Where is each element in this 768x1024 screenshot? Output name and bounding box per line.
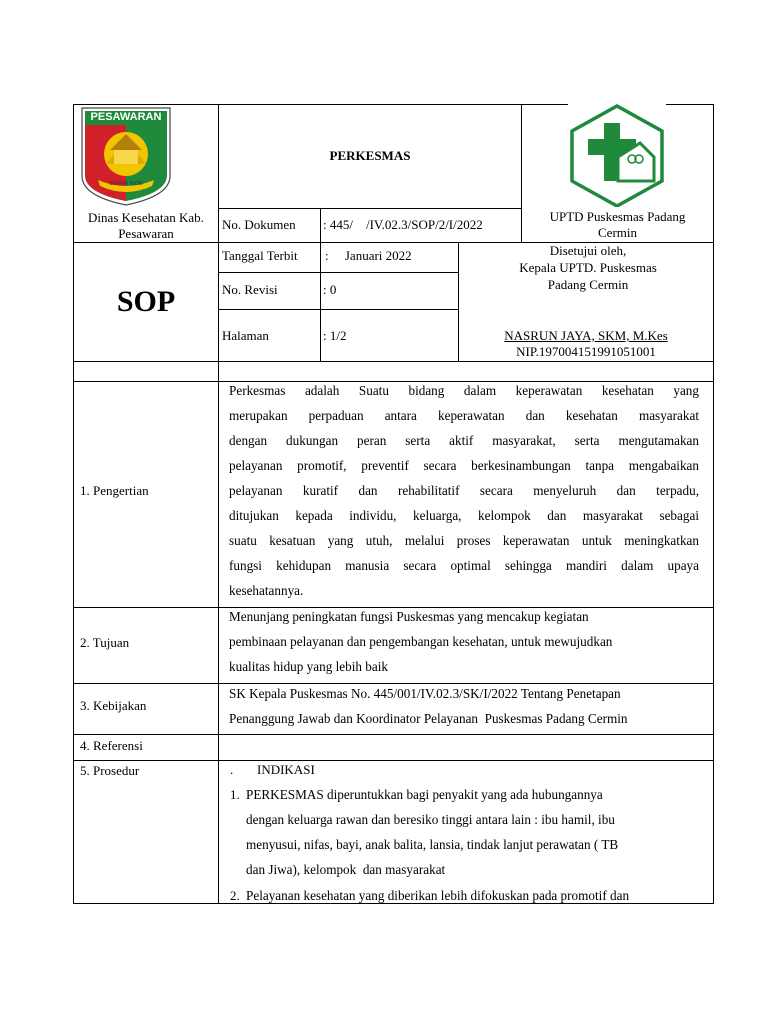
prosedur-heading: INDIKASI xyxy=(257,762,315,777)
prosedur-item2-text: Pelayanan kesehatan yang diberikan lebih difokuskan pada promotif dan xyxy=(246,888,630,903)
tujuan-line: pembinaan pelayanan dan pengembangan kesehatan, untuk mewujudkan xyxy=(229,634,613,649)
pengertian-line: Perkesmas adalah Suatu bidang dalam keperawatan kesehatan yang xyxy=(229,383,699,398)
prosedur-item1-line: PERKESMAS diperuntukkan bagi penyakit yang ada hubungannya xyxy=(246,787,603,802)
halaman-label: Halaman xyxy=(222,328,269,343)
tujuan-label: 2. Tujuan xyxy=(80,635,130,650)
tujuan-line: kualitas hidup yang lebih baik xyxy=(229,659,388,674)
prosedur-item1-line: dan Jiwa), kelompok dan masyarakat xyxy=(246,862,446,877)
prosedur-label: 5. Prosedur xyxy=(80,763,140,778)
halaman-value: : 1/2 xyxy=(323,328,347,343)
office-name-line2: Pesawaran xyxy=(118,226,174,241)
puskesmas-name-line2: Cermin xyxy=(598,225,637,240)
puskesmas-name-line1: UPTD Puskesmas Padang xyxy=(549,209,686,224)
pengertian-line: ditujukan kepada individu, keluarga, kelompok dan masyarakat sebagai xyxy=(229,508,699,523)
puskesmas-hexagon-icon xyxy=(568,103,666,207)
prosedur-item1-number: 1. xyxy=(230,787,240,802)
approval-line3: Padang Cermin xyxy=(547,277,629,292)
puskesmas-logo xyxy=(568,103,666,207)
approval-line2: Kepala UPTD. Puskesmas xyxy=(519,260,657,275)
pengertian-label: 1. Pengertian xyxy=(80,483,149,498)
kebijakan-label: 3. Kebijakan xyxy=(80,698,147,713)
prosedur-item1-text xyxy=(246,782,710,882)
sop-label: SOP xyxy=(116,285,176,318)
no-dokumen-value: : 445/ /IV.02.3/SOP/2/I/2022 xyxy=(323,217,483,232)
office-name-line1: Dinas Kesehatan Kab. xyxy=(88,210,204,225)
pengertian-line: pelayanan promotif, preventif secara berkesinambungan tanpa mengabaikan xyxy=(229,458,699,473)
prosedur-heading-bullet: . xyxy=(230,762,234,777)
pengertian-line: suatu kesatuan yang utuh, melalui proses keperawatan untuk meningkatkan xyxy=(229,533,699,548)
approval-line1: Disetujui oleh, xyxy=(549,243,627,258)
prosedur-item1-line: dengan keluarga rawan dan beresiko tinggi antara lain : ibu hamil, ibu xyxy=(246,812,615,827)
no-revisi-value: : 0 xyxy=(323,282,337,297)
referensi-label: 4. Referensi xyxy=(80,738,143,753)
pengertian-line: merupakan perpaduan antara keperawatan dan kesehatan masyarakat xyxy=(229,408,699,423)
pesawaran-logo xyxy=(80,106,172,206)
tanggal-terbit-label: Tanggal Terbit xyxy=(222,248,298,263)
tujuan-line: Menunjang peningkatan fungsi Puskesmas yang mencakup kegiatan xyxy=(229,609,589,624)
logo-text: PESAWARAN xyxy=(90,111,162,123)
no-revisi-label: No. Revisi xyxy=(222,282,278,297)
no-dokumen-label: No. Dokumen xyxy=(222,217,296,232)
pengertian-line: fungsi kehidupan manusia secara optimal sehingga mandiri dalam upaya xyxy=(229,558,699,573)
tujuan-text xyxy=(229,604,709,679)
prosedur-item1-line: menyusui, nifas, bayi, anak balita, lansia, tindak lanjut perawatan ( TB xyxy=(246,837,619,852)
prosedur-item2-number: 2. xyxy=(230,888,240,903)
kebijakan-text xyxy=(229,681,709,731)
tanggal-terbit-value: : Januari 2022 xyxy=(325,248,412,263)
doc-title: PERKESMAS xyxy=(329,148,411,163)
logo-ribbon-text: SUNGAI INOM xyxy=(109,181,143,187)
kebijakan-line: SK Kepala Puskesmas No. 445/001/IV.02.3/SK/I/2022 Tentang Penetapan xyxy=(229,686,621,701)
pengertian-line: kesehatannya. xyxy=(229,583,304,598)
signer-name: NASRUN JAYA, SKM, M.Kes xyxy=(504,328,668,343)
pengertian-text xyxy=(229,378,699,603)
signer-nip: NIP.197004151991051001 xyxy=(516,344,656,359)
pengertian-line: dengan dukungan peran serta aktif masyarakat, serta mengutamakan xyxy=(229,433,699,448)
kebijakan-line: Penanggung Jawab dan Koordinator Pelayanan Puskesmas Padang Cermin xyxy=(229,711,628,726)
pengertian-line: pelayanan kuratif dan rehabilitatif secara menyeluruh dan terpadu, xyxy=(229,483,699,498)
